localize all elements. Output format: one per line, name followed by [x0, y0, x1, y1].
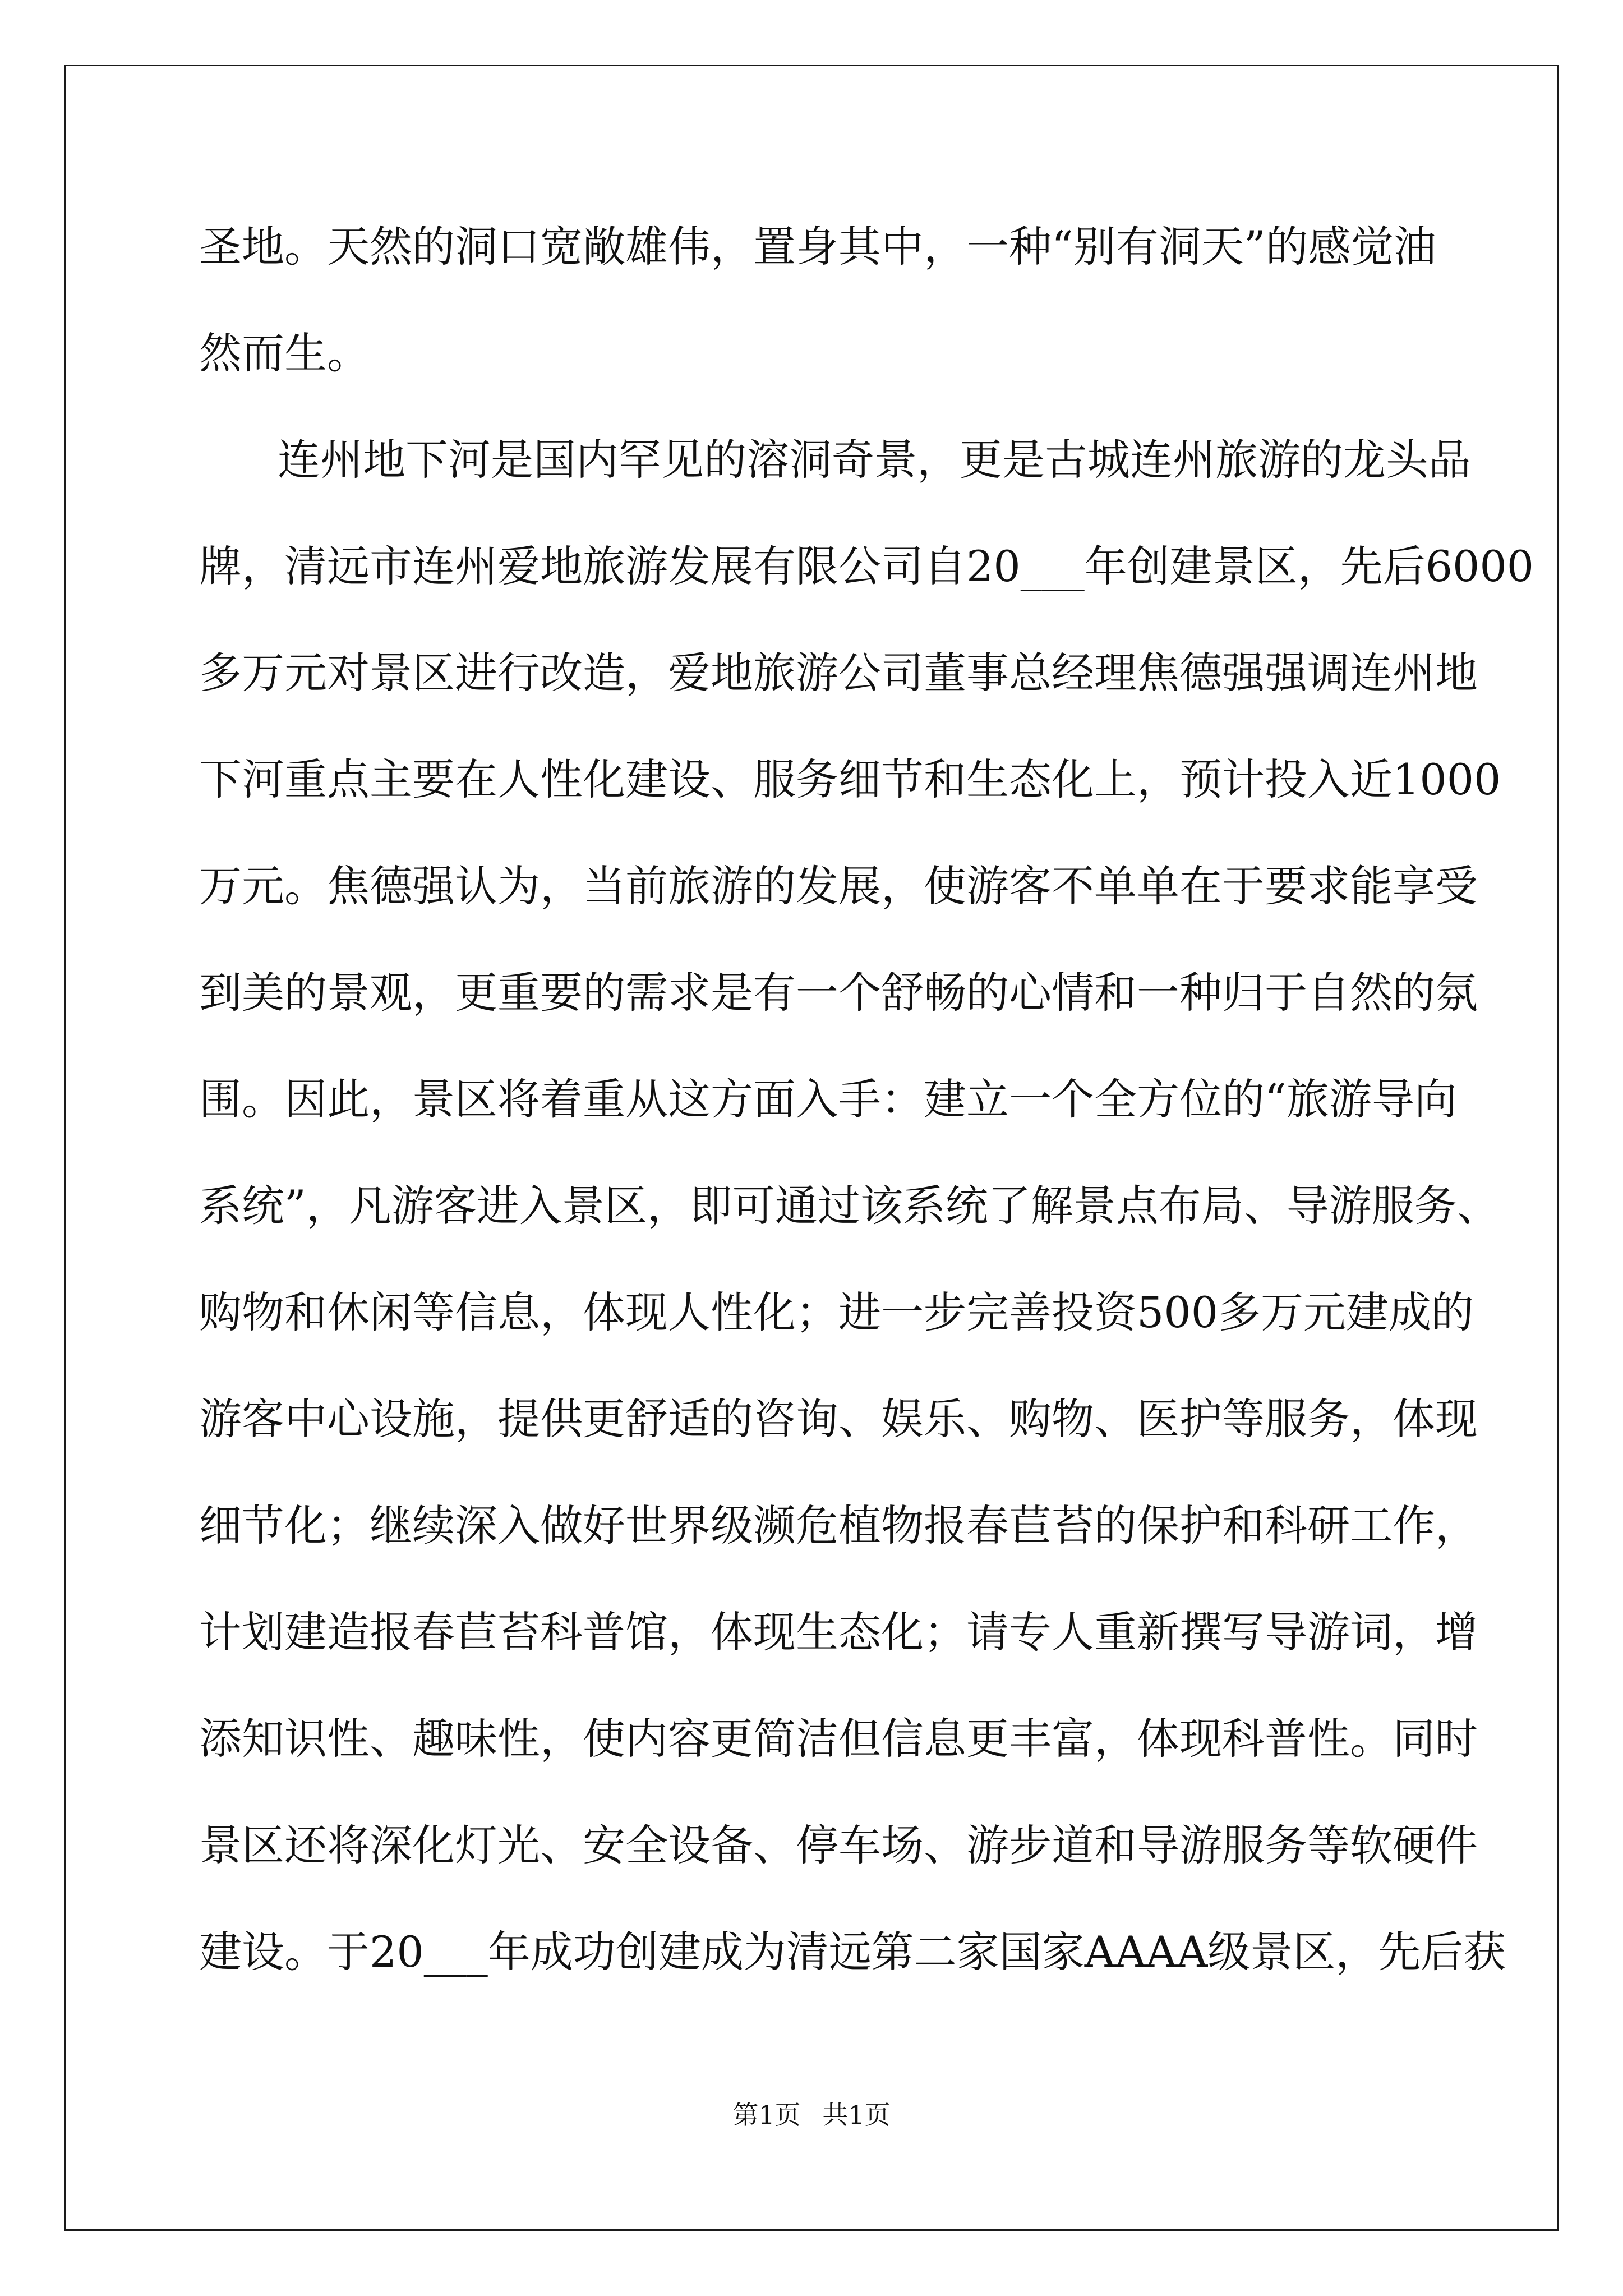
- text-line: 系统”，凡游客进入景区，即可通过该系统了解景点布局、导游服务、: [199, 1181, 1500, 1231]
- page-footer: [0, 2098, 1623, 2132]
- text-line: 到美的景观，更重要的需求是有一个舒畅的心情和一种归于自然的氛: [199, 968, 1478, 1018]
- text-line: 添知识性、趣味性，使内容更简洁但信息更丰富，体现科普性。同时: [199, 1714, 1478, 1764]
- page-total: 共1页: [822, 2100, 891, 2130]
- text-line: 圣地。天然的洞口宽敞雄伟，置身其中，一种“别有洞天”的感觉油: [199, 222, 1436, 272]
- document-body: [199, 213, 1534, 2025]
- text-line: 牌，清远市连州爱地旅游发展有限公司自20___年创建景区，先后6000: [199, 541, 1534, 591]
- text-line: 然而生。: [199, 328, 370, 378]
- text-line: 建设。于20___年成功创建成为清远第二家国家AAAA级景区，先后获: [199, 1927, 1506, 1977]
- text-line: 围。因此，景区将着重从这方面入手：建立一个全方位的“旅游导向: [199, 1074, 1457, 1124]
- text-line: 游客中心设施，提供更舒适的咨询、娱乐、购物、医护等服务，体现: [199, 1394, 1478, 1444]
- text-line: 景区还将深化灯光、安全设备、停车场、游步道和导游服务等软硬件: [199, 1820, 1478, 1870]
- text-line: 细节化；继续深入做好世界级濒危植物报春苣苔的保护和科研工作，: [199, 1501, 1478, 1550]
- page-number: 第1页: [732, 2100, 801, 2130]
- text-line: 下河重点主要在人性化建设、服务细节和生态化上，预计投入近1000: [199, 754, 1501, 804]
- text-line: 购物和休闲等信息，体现人性化；进一步完善投资500多万元建成的: [199, 1287, 1474, 1337]
- text-line: 多万元对景区进行改造，爱地旅游公司董事总经理焦德强强调连州地: [199, 648, 1478, 698]
- paragraph-first-line: 连州地下河是国内罕见的溶洞奇景，更是古城连州旅游的龙头品: [278, 435, 1471, 485]
- text-line: 计划建造报春苣苔科普馆，体现生态化；请专人重新撰写导游词，增: [199, 1607, 1478, 1657]
- text-line: 万元。焦德强认为，当前旅游的发展，使游客不单单在于要求能享受: [199, 861, 1478, 911]
